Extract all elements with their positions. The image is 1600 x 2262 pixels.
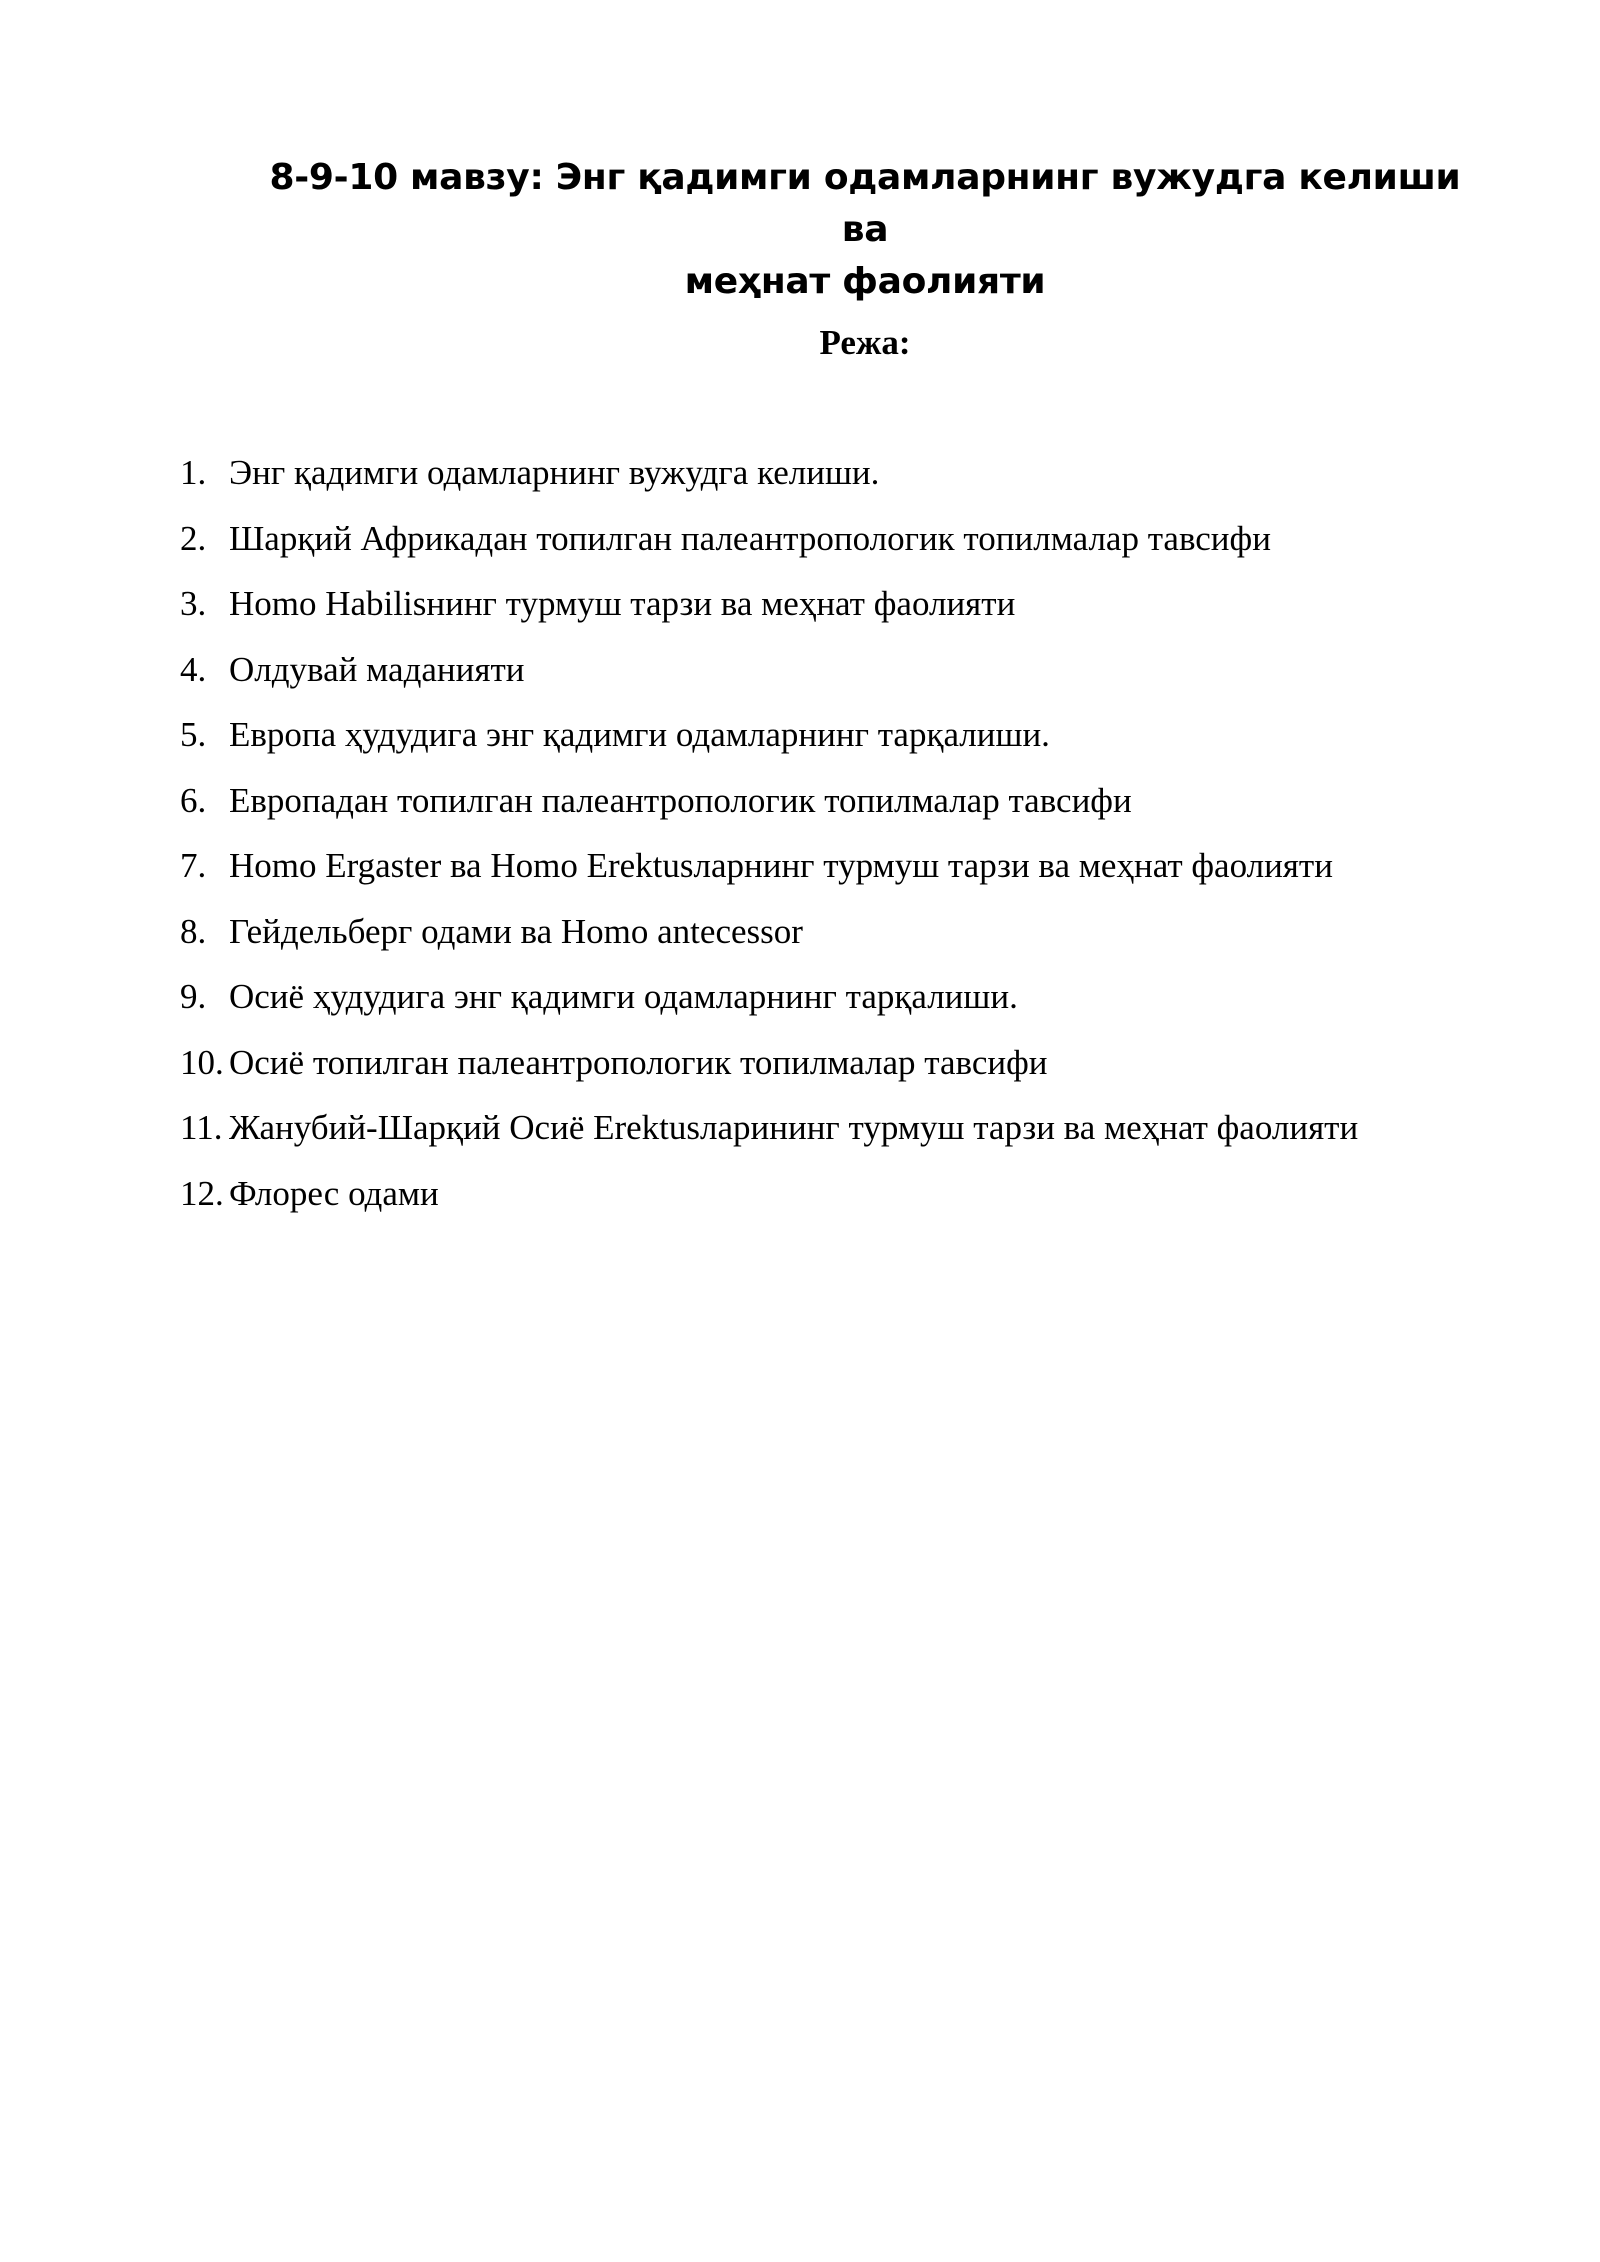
plan-item-2 (180, 514, 1480, 580)
plan-item-text: Жанубий-Шарқий Осиё Erektusларининг турмуш тарзи ва меҳнат фаолияти (229, 1108, 1359, 1147)
plan-item-3 (180, 579, 1480, 645)
plan-item-number: 4. (180, 649, 207, 689)
plan-item-8 (180, 907, 1480, 973)
plan-item-4 (180, 645, 1480, 711)
plan-item-number: 2. (180, 518, 207, 558)
plan-item-number: 3. (180, 584, 207, 623)
plan-item-number: 8. (180, 911, 207, 951)
plan-item-number: 10. (180, 1042, 224, 1082)
plan-item-text: Homo Ergaster ва Homo Erektusларнинг турмуш тарзи ва меҳнат фаолияти (229, 846, 1333, 885)
plan-item-text: Шарқий Африкадан топилган палеантропологик топилмалар тавсифи (229, 518, 1271, 558)
plan-list (180, 448, 1480, 1234)
plan-item-6 (180, 776, 1480, 842)
plan-item-text: Homo Habilisнинг турмуш тарзи ва меҳнат фаолияти (229, 584, 1016, 623)
plan-item-number: 7. (180, 846, 207, 885)
document-title-line-2: меҳнат фаолияти (684, 261, 1046, 302)
document-title (250, 152, 1480, 308)
plan-item-number: 9. (180, 977, 207, 1016)
document-title-line-1: 8-9-10 мавзу: Энг қадимги одамларнинг вужудга келиши ва (269, 157, 1461, 250)
plan-item-number: 6. (180, 780, 207, 820)
plan-item-text: Европа ҳудудига энг қадимги одамларнинг тарқалиши. (229, 715, 1050, 754)
plan-item-number: 1. (180, 453, 207, 492)
plan-item-number: 11. (180, 1108, 223, 1147)
plan-item-12 (180, 1169, 1480, 1235)
plan-heading: Режа: (819, 323, 911, 362)
plan-item-text: Осиё ҳудудига энг қадимги одамларнинг тарқалиши. (229, 977, 1018, 1016)
plan-item-text: Флорес одами (229, 1173, 439, 1213)
plan-item-9 (180, 972, 1480, 1038)
plan-item-10 (180, 1038, 1480, 1104)
plan-item-5 (180, 710, 1480, 776)
plan-item-number: 12. (180, 1173, 224, 1213)
plan-item-7 (180, 841, 1480, 907)
plan-item-11 (180, 1103, 1480, 1169)
plan-item-text: Олдувай маданияти (229, 649, 525, 689)
plan-item-text: Гейдельберг одами ва Homo antecessor (229, 911, 803, 951)
plan-item-number: 5. (180, 715, 207, 754)
plan-item-text: Европадан топилган палеантропологик топилмалар тавсифи (229, 780, 1132, 820)
plan-item-text: Осиё топилган палеантропологик топилмалар тавсифи (229, 1042, 1048, 1082)
plan-item-1 (180, 448, 1480, 514)
plan-item-text: Энг қадимги одамларнинг вужудга келиши. (229, 453, 880, 492)
